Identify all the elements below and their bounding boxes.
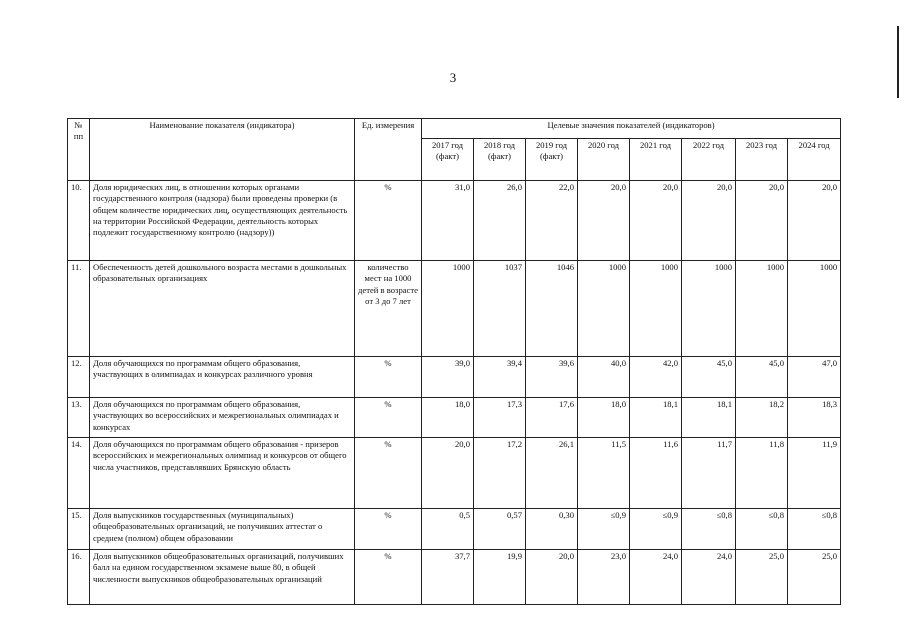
table-row bbox=[68, 398, 841, 438]
value-cell: 0,5 bbox=[422, 509, 474, 550]
table-row bbox=[68, 261, 841, 357]
value-cell: 20,0 bbox=[630, 181, 682, 261]
table-row bbox=[68, 509, 841, 550]
value-cell: 17,3 bbox=[474, 398, 526, 438]
value-cell: 20,0 bbox=[736, 181, 788, 261]
value-cell: 18,0 bbox=[422, 398, 474, 438]
value-cell: 22,0 bbox=[526, 181, 578, 261]
value-cell: 47,0 bbox=[788, 357, 841, 398]
unit-cell: % bbox=[355, 509, 422, 550]
indicator-name: Доля обучающихся по программам общего образования - призеров всероссийских и межрегиональных олимпиад и конкурсов от общего числа участников, представлявших Брянскую область bbox=[90, 438, 355, 509]
unit-cell: % bbox=[355, 438, 422, 509]
header-year: 2020 год bbox=[578, 139, 630, 181]
value-cell: 18,1 bbox=[630, 398, 682, 438]
value-cell: 24,0 bbox=[682, 550, 736, 605]
value-cell: 1000 bbox=[422, 261, 474, 357]
value-cell: 17,6 bbox=[526, 398, 578, 438]
value-cell: 26,1 bbox=[526, 438, 578, 509]
value-cell: 1046 bbox=[526, 261, 578, 357]
row-number: 14. bbox=[68, 438, 90, 509]
header-year: 2024 год bbox=[788, 139, 841, 181]
header-year: 2022 год bbox=[682, 139, 736, 181]
indicator-name: Доля юридических лиц, в отношении которых органами государственного контроля (надзора) были проведены проверки (в общем количестве юридических лиц, осуществляющих деятельность на территории Российской Федерации, деятельность которых подлежит государственному контролю (надзору)) bbox=[90, 181, 355, 261]
value-cell: 24,0 bbox=[630, 550, 682, 605]
value-cell: 20,0 bbox=[578, 181, 630, 261]
value-cell: 0,30 bbox=[526, 509, 578, 550]
value-cell: 18,2 bbox=[736, 398, 788, 438]
value-cell: 0,57 bbox=[474, 509, 526, 550]
indicator-name: Доля выпускников общеобразовательных организаций, получивших балл на едином государственном экзамене выше 80, в общей численности выпускников общеобразовательных организаций bbox=[90, 550, 355, 605]
row-number: 10. bbox=[68, 181, 90, 261]
value-cell: 11,9 bbox=[788, 438, 841, 509]
indicator-name: Обеспеченность детей дошкольного возраста местами в дошкольных образовательных организациях bbox=[90, 261, 355, 357]
value-cell: 1000 bbox=[736, 261, 788, 357]
unit-cell: % bbox=[355, 181, 422, 261]
value-cell: 17,2 bbox=[474, 438, 526, 509]
header-year: 2023 год bbox=[736, 139, 788, 181]
value-cell: 45,0 bbox=[682, 357, 736, 398]
row-number: 16. bbox=[68, 550, 90, 605]
table-row bbox=[68, 438, 841, 509]
value-cell: 11,8 bbox=[736, 438, 788, 509]
value-cell: 1000 bbox=[630, 261, 682, 357]
value-cell: 20,0 bbox=[788, 181, 841, 261]
table-row bbox=[68, 181, 841, 261]
value-cell: 20,0 bbox=[526, 550, 578, 605]
value-cell: ≤0,8 bbox=[682, 509, 736, 550]
value-cell: 37,7 bbox=[422, 550, 474, 605]
value-cell: 26,0 bbox=[474, 181, 526, 261]
table-row bbox=[68, 550, 841, 605]
value-cell: 1000 bbox=[682, 261, 736, 357]
value-cell: 18,0 bbox=[578, 398, 630, 438]
value-cell: 11,6 bbox=[630, 438, 682, 509]
header-year: 2019 год (факт) bbox=[526, 139, 578, 181]
indicator-name: Доля обучающихся по программам общего образования, участвующих во всероссийских и межрегиональных олимпиадах и конкурсах bbox=[90, 398, 355, 438]
value-cell: ≤0,8 bbox=[736, 509, 788, 550]
value-cell: 40,0 bbox=[578, 357, 630, 398]
value-cell: 39,0 bbox=[422, 357, 474, 398]
value-cell: 19,9 bbox=[474, 550, 526, 605]
row-number: 11. bbox=[68, 261, 90, 357]
unit-cell: % bbox=[355, 398, 422, 438]
unit-cell: % bbox=[355, 550, 422, 605]
value-cell: 39,6 bbox=[526, 357, 578, 398]
value-cell: 1037 bbox=[474, 261, 526, 357]
header-num: № пп bbox=[68, 119, 90, 181]
value-cell: 25,0 bbox=[788, 550, 841, 605]
header-name: Наименование показателя (индикатора) bbox=[90, 119, 355, 181]
row-number: 13. bbox=[68, 398, 90, 438]
value-cell: 39,4 bbox=[474, 357, 526, 398]
value-cell: 20,0 bbox=[422, 438, 474, 509]
page-number: 3 bbox=[449, 70, 457, 85]
header-year: 2018 год (факт) bbox=[474, 139, 526, 181]
value-cell: 25,0 bbox=[736, 550, 788, 605]
header-year: 2021 год bbox=[630, 139, 682, 181]
header-year: 2017 год (факт) bbox=[422, 139, 474, 181]
value-cell: 45,0 bbox=[736, 357, 788, 398]
value-cell: 18,1 bbox=[682, 398, 736, 438]
value-cell: 23,0 bbox=[578, 550, 630, 605]
value-cell: ≤0,9 bbox=[578, 509, 630, 550]
indicators-table bbox=[67, 118, 841, 605]
header-target-values: Целевые значения показателей (индикаторов) bbox=[422, 119, 841, 139]
value-cell: 18,3 bbox=[788, 398, 841, 438]
value-cell: ≤0,8 bbox=[788, 509, 841, 550]
value-cell: 20,0 bbox=[682, 181, 736, 261]
value-cell: 1000 bbox=[788, 261, 841, 357]
unit-cell: количество мест на 1000 детей в возрасте от 3 до 7 лет bbox=[355, 261, 422, 357]
indicator-name: Доля выпускников государственных (муниципальных) общеобразовательных организаций, не получивших аттестат о среднем (полном) общем образовании bbox=[90, 509, 355, 550]
value-cell: ≤0,9 bbox=[630, 509, 682, 550]
table-row bbox=[68, 357, 841, 398]
value-cell: 42,0 bbox=[630, 357, 682, 398]
row-number: 12. bbox=[68, 357, 90, 398]
value-cell: 11,5 bbox=[578, 438, 630, 509]
indicator-name: Доля обучающихся по программам общего образования, участвующих в олимпиадах и конкурсах различного уровня bbox=[90, 357, 355, 398]
header-unit: Ед. измерения bbox=[355, 119, 422, 181]
value-cell: 1000 bbox=[578, 261, 630, 357]
unit-cell: % bbox=[355, 357, 422, 398]
margin-line bbox=[897, 26, 899, 98]
row-number: 15. bbox=[68, 509, 90, 550]
value-cell: 31,0 bbox=[422, 181, 474, 261]
value-cell: 11,7 bbox=[682, 438, 736, 509]
